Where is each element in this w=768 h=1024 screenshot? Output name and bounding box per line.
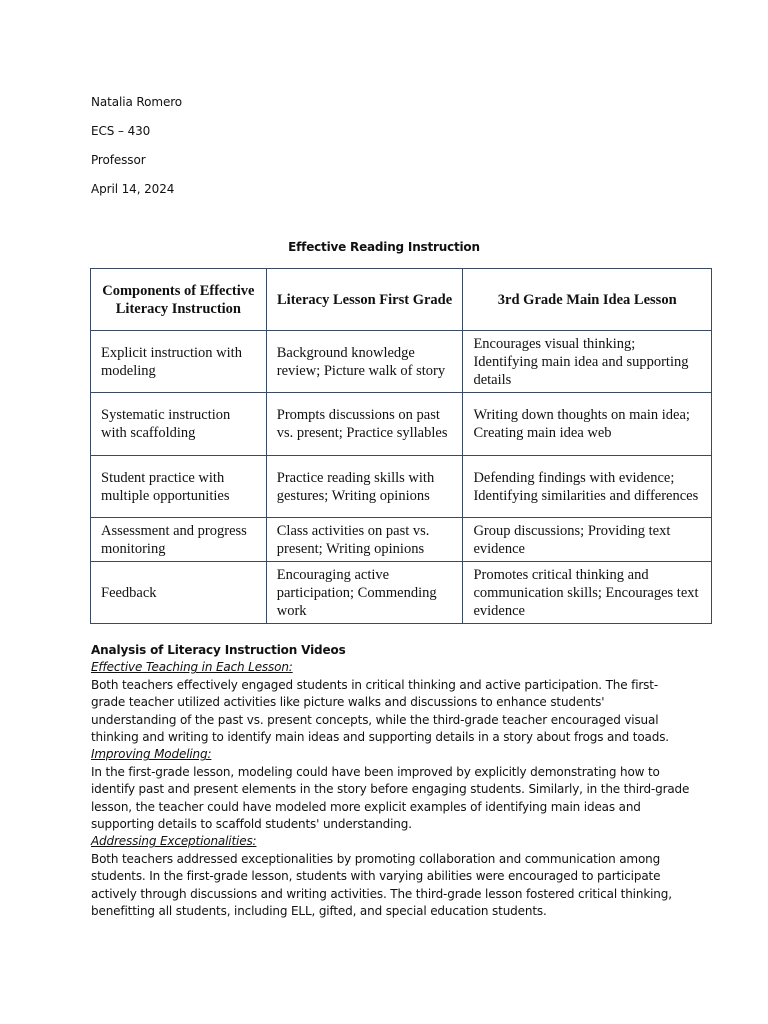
table-cell: Writing down thoughts on main idea; Creating main idea web — [463, 393, 712, 456]
section-body: Both teachers effectively engaged students in critical thinking and active participation. The first-grade teacher utilized activities like picture walks and discussions to enhance students' understanding of the past vs. present concepts, while the third-grade teacher encouraged visual thinking and writing to identify main ideas and supporting details in a story about frogs and toads. — [91, 677, 669, 745]
table-cell: Encourages visual thinking; Identifying main idea and supporting details — [463, 331, 712, 393]
table-cell: Student practice with multiple opportunities — [91, 456, 267, 518]
course-code: ECS – 430 — [91, 124, 151, 138]
table-cell: Class activities on past vs. present; Writing opinions — [266, 518, 463, 562]
table-header-row — [91, 269, 712, 331]
column-header: Literacy Lesson First Grade — [266, 269, 463, 331]
table-cell: Encouraging active participation; Commending work — [266, 562, 463, 624]
section-subheading: Addressing Exceptionalities: — [91, 834, 257, 849]
table-cell: Prompts discussions on past vs. present; Practice syllables — [266, 393, 463, 456]
analysis-section — [91, 642, 691, 921]
analysis-heading: Analysis of Literacy Instruction Videos — [91, 643, 346, 657]
date-line: April 14, 2024 — [91, 182, 175, 196]
column-header: 3rd Grade Main Idea Lesson — [463, 269, 712, 331]
instruction-comparison-table — [90, 268, 712, 624]
table-row — [91, 562, 712, 624]
section-body: In the first-grade lesson, modeling could have been improved by explicitly demonstrating how to identify past and present elements in the story before engaging students. Similarly, in the third-grade lesson, the teacher could have modeled more explicit examples of identifying main ideas and supporting details to scaffold students' understanding. — [91, 764, 690, 832]
table-cell: Feedback — [91, 562, 267, 624]
professor-line: Professor — [91, 153, 146, 167]
column-header: Components of Effective Literacy Instruction — [91, 269, 267, 331]
author-name: Natalia Romero — [91, 95, 183, 109]
table-cell: Defending findings with evidence; Identifying similarities and differences — [463, 456, 712, 518]
table-row — [91, 393, 712, 456]
table-cell: Background knowledge review; Picture walk of story — [266, 331, 463, 393]
section-subheading: Improving Modeling: — [91, 747, 212, 762]
table-row — [91, 456, 712, 518]
table-row — [91, 518, 712, 562]
table-cell: Assessment and progress monitoring — [91, 518, 267, 562]
section-subheading: Effective Teaching in Each Lesson: — [91, 660, 293, 675]
table-cell: Group discussions; Providing text evidence — [463, 518, 712, 562]
table-cell: Systematic instruction with scaffolding — [91, 393, 267, 456]
table-cell: Practice reading skills with gestures; Writing opinions — [266, 456, 463, 518]
table-cell: Promotes critical thinking and communication skills; Encourages text evidence — [463, 562, 712, 624]
section-body: Both teachers addressed exceptionalities by promoting collaboration and communication among students. In the first-grade lesson, students with varying abilities were encouraged to participate actively through discussions and writing activities. The third-grade lesson fostered critical thinking, benefitting all students, including ELL, gifted, and special education students. — [91, 851, 672, 919]
document-title: Effective Reading Instruction — [288, 240, 480, 254]
table-row — [91, 331, 712, 393]
table-cell: Explicit instruction with modeling — [91, 331, 267, 393]
